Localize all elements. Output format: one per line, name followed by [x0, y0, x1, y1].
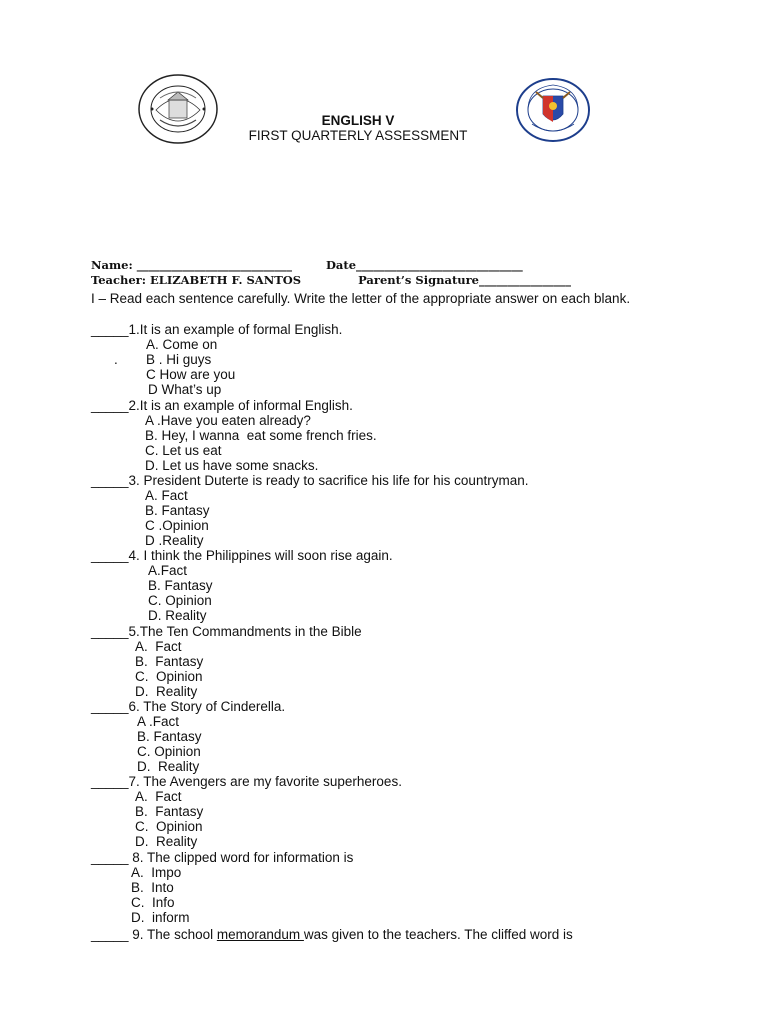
answer-choice: C. Opinion	[135, 669, 203, 685]
answer-choice: D. inform	[131, 910, 190, 926]
signature-field[interactable]: Parent’s Signature________________	[358, 273, 571, 287]
answer-choice: C. Opinion	[135, 819, 203, 835]
answer-choice: B . Hi guys	[146, 352, 212, 368]
stray-mark: .	[114, 352, 118, 368]
answer-choice: D .Reality	[145, 533, 204, 549]
question-stem: _____6. The Story of Cinderella.	[91, 699, 286, 714]
question-stem	[91, 927, 573, 943]
underlined-word: memorandum	[216, 927, 304, 942]
answer-choice: C. Opinion	[137, 744, 201, 760]
answer-choice: B. Into	[131, 880, 174, 896]
stem-text: _____ 9. The school	[91, 927, 217, 942]
answer-choice: A. Fact	[135, 789, 182, 805]
name-field[interactable]: Name: ___________________________	[91, 258, 292, 272]
answer-choice: C. Let us eat	[145, 443, 222, 459]
date-field[interactable]: Date_____________________________	[325, 258, 523, 272]
question-stem: _____2.It is an example of informal English.	[91, 398, 353, 413]
answer-choice: C How are you	[146, 367, 236, 383]
answer-choice: D. Let us have some snacks.	[145, 458, 319, 474]
answer-choice: D. Reality	[135, 834, 198, 850]
question-stem: _____5.The Ten Commandments in the Bible	[91, 624, 362, 639]
page-title: ENGLISH V	[321, 113, 395, 128]
answer-choice: B. Hey, I wanna eat some french fries.	[145, 428, 377, 444]
question-stem: _____1.It is an example of formal English.	[91, 322, 343, 337]
answer-choice: D. Reality	[135, 684, 198, 700]
answer-choice: A.Fact	[148, 563, 188, 579]
answer-choice: D. Reality	[148, 608, 207, 624]
answer-choice: A. Impo	[131, 865, 182, 881]
answer-choice: A .Have you eaten already?	[145, 413, 311, 429]
question-stem: _____4. I think the Philippines will soon rise again.	[91, 548, 393, 563]
stem-text: was given to the teachers. The cliffed word is	[303, 927, 573, 942]
answer-choice: D. Reality	[137, 759, 200, 775]
answer-choice: B. Fantasy	[137, 729, 202, 745]
answer-choice: C. Info	[131, 895, 175, 911]
question-stem: _____7. The Avengers are my favorite superheroes.	[91, 774, 402, 789]
instructions: I – Read each sentence carefully. Write the letter of the appropriate answer on each blank.	[91, 291, 631, 306]
page-subtitle: FIRST QUARTERLY ASSESSMENT	[248, 128, 468, 143]
answer-choice: B. Fantasy	[148, 578, 213, 594]
answer-choice: A. Come on	[146, 337, 218, 353]
question-stem: _____ 8. The clipped word for information is	[91, 850, 354, 865]
answer-choice: A. Fact	[145, 488, 188, 504]
answer-choice: A. Fact	[135, 639, 182, 655]
answer-choice: C .Opinion	[145, 518, 209, 534]
answer-choice: D What’s up	[148, 382, 222, 398]
answer-choice: B. Fantasy	[145, 503, 210, 519]
answer-choice: C. Opinion	[148, 593, 212, 609]
answer-choice: A .Fact	[137, 714, 180, 730]
question-stem: _____3. President Duterte is ready to sacrifice his life for his countryman.	[91, 473, 529, 488]
teacher-label: Teacher: ELIZABETH F. SANTOS	[91, 273, 302, 287]
answer-choice: B. Fantasy	[135, 654, 204, 670]
answer-choice: B. Fantasy	[135, 804, 204, 820]
